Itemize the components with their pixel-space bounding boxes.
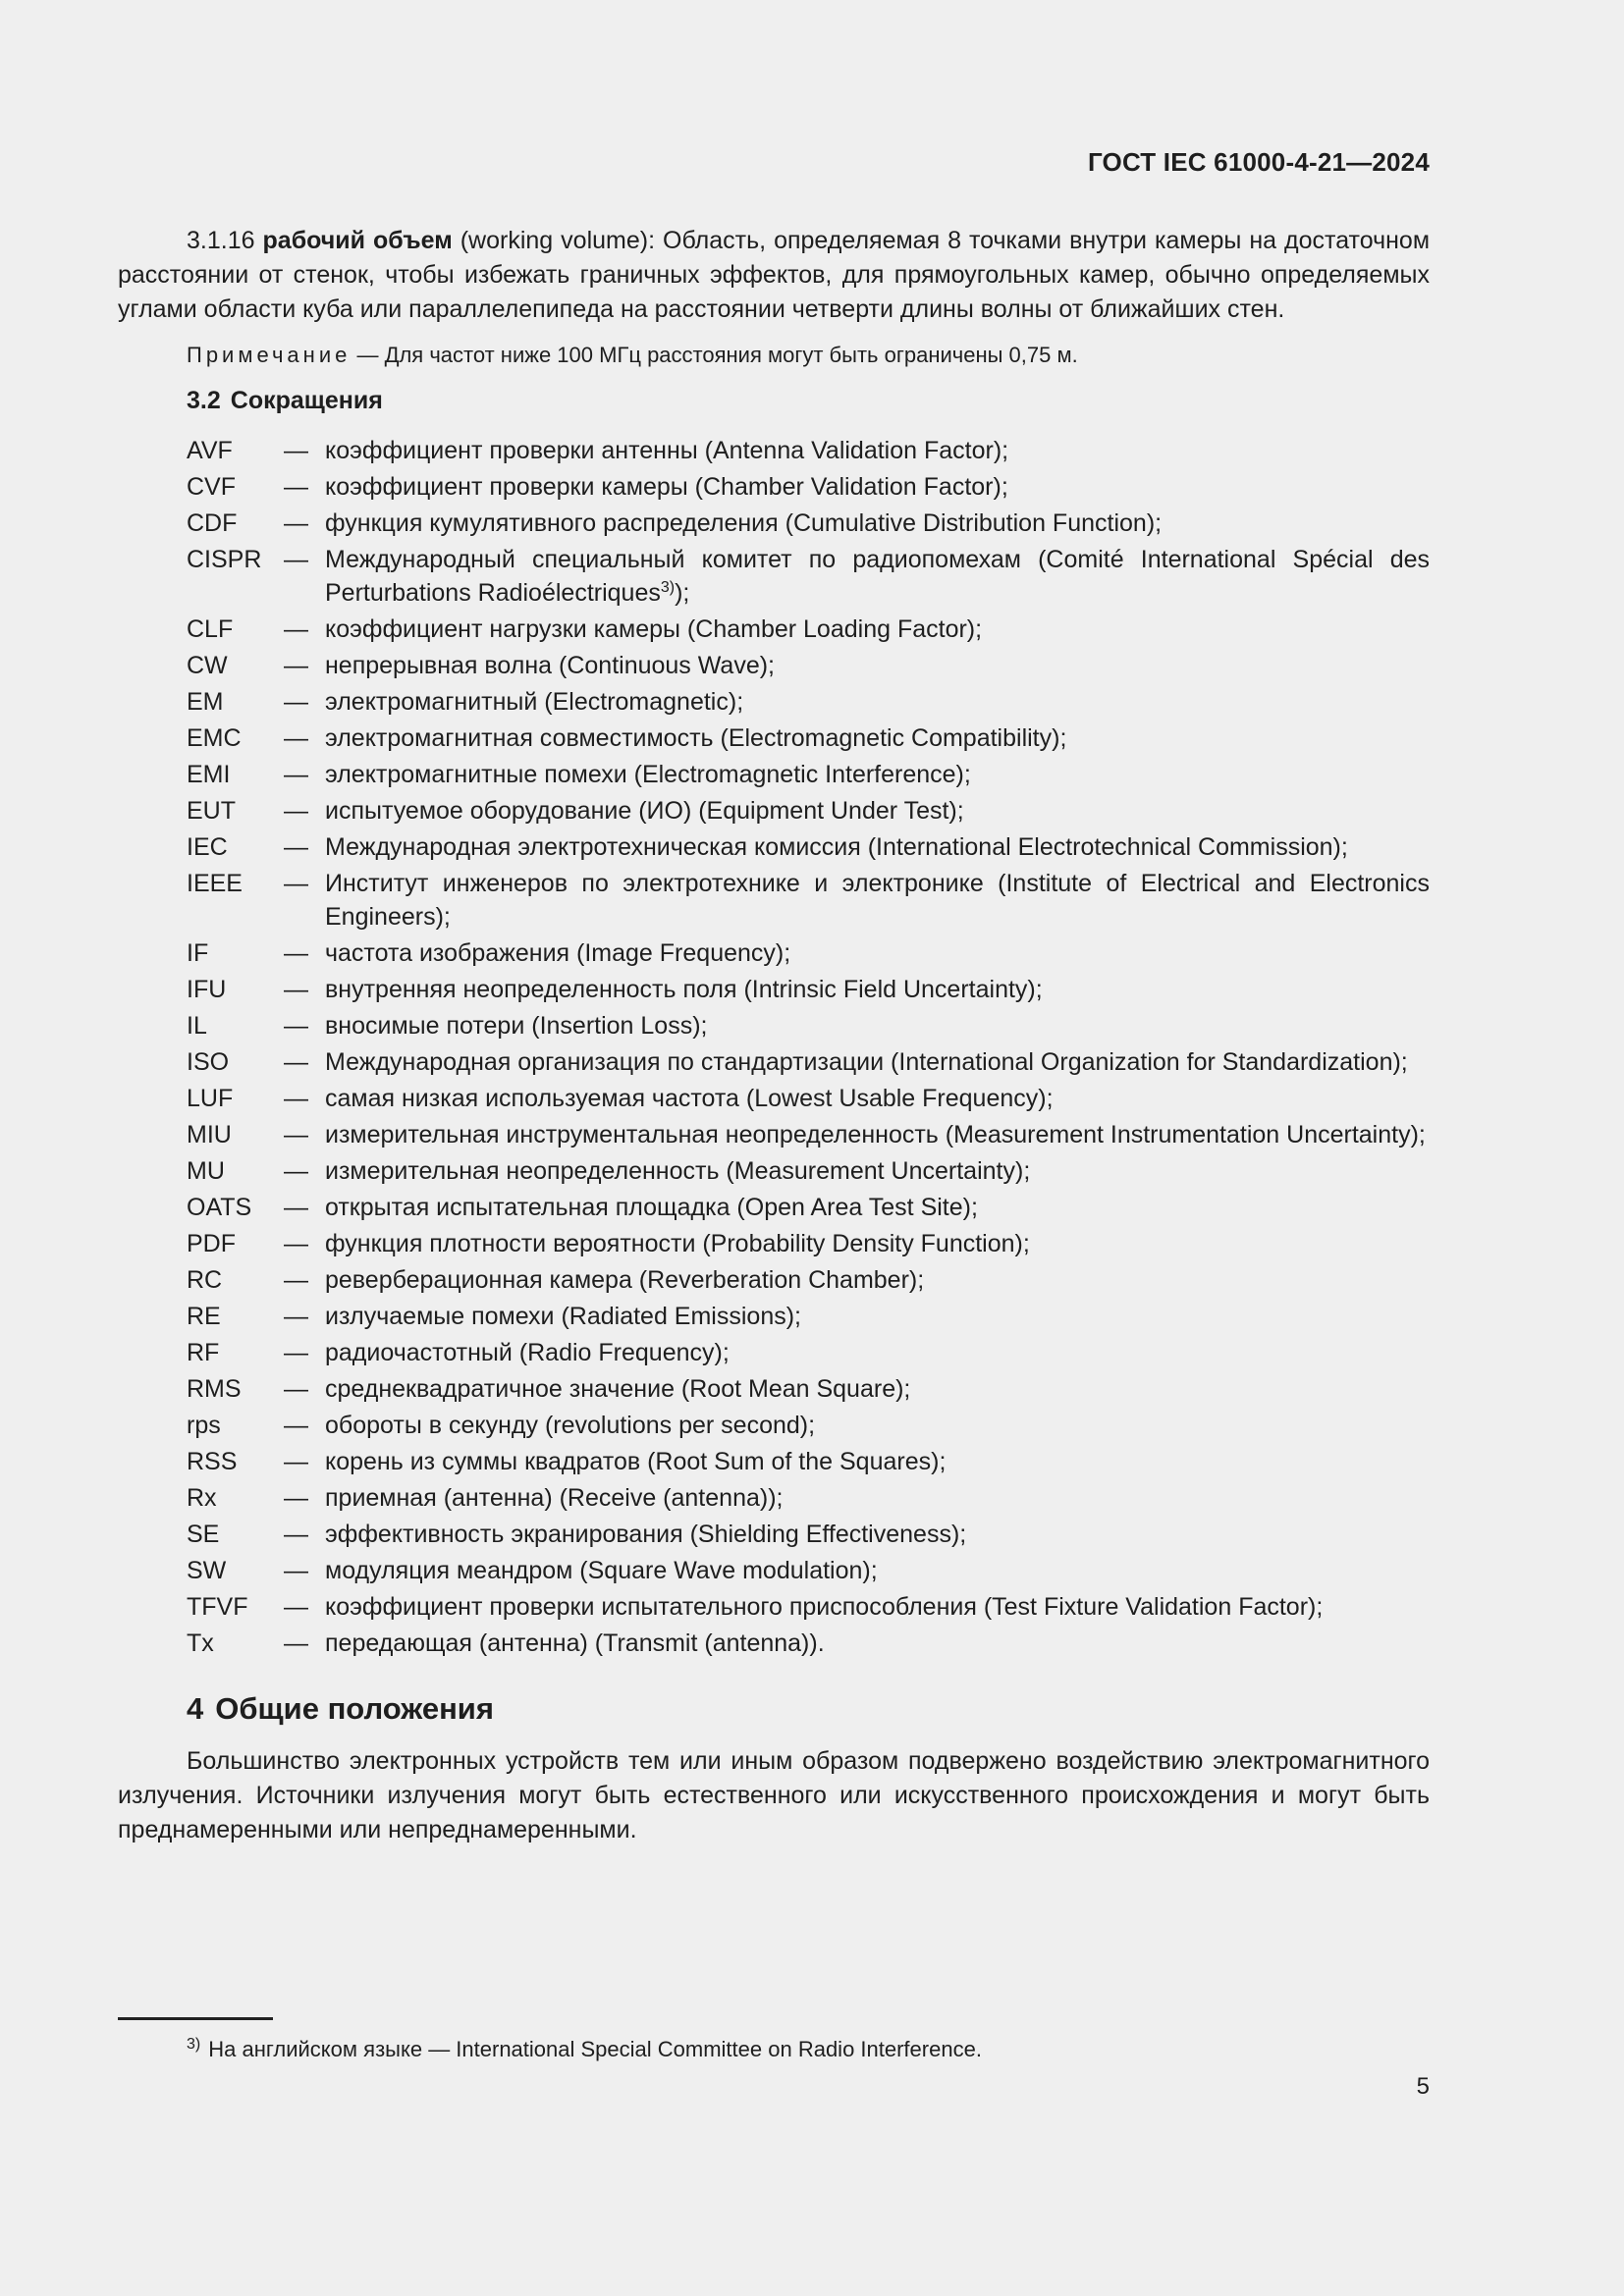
abbreviation-dash: — (284, 761, 308, 788)
abbreviation-definition (325, 470, 1430, 504)
abbreviation-definition-text: Институт инженеров по электротехнике и электронике (Institute of Electrical and Electronics Engineers); (325, 870, 1430, 931)
abbreviation-definition-text: непрерывная волна (Continuous Wave); (325, 652, 775, 679)
abbreviation-row (187, 1627, 1430, 1660)
abbreviation-definition (325, 1263, 1430, 1297)
abbreviation-dash: — (284, 473, 308, 501)
abbreviation-row (187, 758, 1430, 791)
abbreviation-definition-text: коэффициент нагрузки камеры (Chamber Loading Factor); (325, 615, 983, 643)
abbreviation-term: OATS (187, 1194, 252, 1221)
abbreviation-term: SE (187, 1521, 220, 1548)
abbreviation-dash: — (284, 1629, 308, 1657)
abbreviation-definition (325, 1409, 1430, 1442)
abbreviation-dash: — (284, 1194, 308, 1221)
abbreviation-row (187, 1518, 1430, 1551)
abbreviation-term: CDF (187, 509, 238, 537)
abbreviation-definition-text: вносимые потери (Insertion Loss); (325, 1012, 708, 1040)
definition-paragraph (118, 224, 1430, 327)
section-heading (187, 1689, 1430, 1729)
abbreviation-definition-text: Международная организация по стандартизации (International Organization for Standardization); (325, 1048, 1408, 1076)
abbreviation-term: RF (187, 1339, 220, 1366)
note-prefix: Примечание (187, 343, 352, 367)
abbreviation-definition (325, 973, 1430, 1006)
abbreviation-term: RE (187, 1303, 221, 1330)
abbreviation-row (187, 1300, 1430, 1333)
abbreviation-definition-text: среднеквадратичное значение (Root Mean Square); (325, 1375, 911, 1403)
abbreviation-term: RSS (187, 1448, 238, 1475)
abbreviation-dash: — (284, 1448, 308, 1475)
abbreviation-term: EM (187, 688, 224, 716)
abbreviation-row (187, 1154, 1430, 1188)
abbreviation-dash: — (284, 939, 308, 967)
abbreviation-dash: — (284, 1012, 308, 1040)
abbreviation-term: EMC (187, 724, 242, 752)
abbreviation-term: rps (187, 1412, 221, 1439)
abbreviation-dash: — (284, 1230, 308, 1257)
abbreviation-definition (325, 434, 1430, 467)
abbreviation-row (187, 1227, 1430, 1260)
abbreviation-definition-text: частота изображения (Image Frequency); (325, 939, 791, 967)
abbreviation-dash: — (284, 1521, 308, 1548)
abbreviation-definition (325, 1554, 1430, 1587)
abbreviation-definition (325, 1590, 1430, 1624)
abbreviation-row (187, 434, 1430, 467)
abbreviation-dash: — (284, 437, 308, 464)
abbreviation-row (187, 543, 1430, 610)
abbreviation-term: CLF (187, 615, 234, 643)
abbreviation-definition-text: излучаемые помехи (Radiated Emissions); (325, 1303, 801, 1330)
abbreviation-term: RC (187, 1266, 223, 1294)
page-content (118, 224, 1430, 1847)
abbreviation-term: IFU (187, 976, 227, 1003)
abbreviation-row (187, 1409, 1430, 1442)
abbreviation-dash: — (284, 1484, 308, 1512)
note (187, 341, 1430, 370)
abbreviation-row (187, 507, 1430, 540)
abbreviation-row (187, 613, 1430, 646)
abbreviation-row (187, 1554, 1430, 1587)
abbreviation-definition-text: электромагнитные помехи (Electromagnetic Interference); (325, 761, 971, 788)
abbreviation-definition-text: электромагнитная совместимость (Electromagnetic Compatibility); (325, 724, 1067, 752)
footnote-rule (118, 2017, 273, 2020)
abbreviation-term: RMS (187, 1375, 242, 1403)
section-paragraph: Большинство электронных устройств тем или иным образом подвержено воздействию электромагнитного излучения. Источники излучения могут быть естественного или искусственного происхождения и могут быть преднамеренными или непреднамеренными. (118, 1747, 1430, 1843)
abbreviation-row (187, 1082, 1430, 1115)
footnote (187, 2030, 982, 2064)
abbreviation-row (187, 649, 1430, 682)
abbreviation-row (187, 1481, 1430, 1515)
abbreviation-dash: — (284, 833, 308, 861)
abbreviation-row (187, 1336, 1430, 1369)
abbreviation-row (187, 936, 1430, 970)
abbreviation-definition-text: корень из суммы квадратов (Root Sum of the Squares); (325, 1448, 947, 1475)
abbreviation-dash: — (284, 546, 308, 573)
abbreviation-definition (325, 936, 1430, 970)
abbreviation-row (187, 1263, 1430, 1297)
abbreviation-definition (325, 543, 1430, 610)
abbreviation-definition (325, 1300, 1430, 1333)
abbreviation-definition (325, 867, 1430, 934)
abbreviation-term: MIU (187, 1121, 232, 1148)
abbreviation-definition (325, 1518, 1430, 1551)
abbreviation-term: LUF (187, 1085, 234, 1112)
abbreviation-term: SW (187, 1557, 227, 1584)
abbreviation-row (187, 973, 1430, 1006)
abbreviation-dash: — (284, 1157, 308, 1185)
abbreviation-dash: — (284, 1085, 308, 1112)
abbreviation-term: AVF (187, 437, 233, 464)
abbreviation-row (187, 721, 1430, 755)
abbreviation-definition-text: обороты в секунду (revolutions per second); (325, 1412, 816, 1439)
abbreviation-dash: — (284, 652, 308, 679)
abbreviation-dash: — (284, 1557, 308, 1584)
abbreviation-row (187, 1045, 1430, 1079)
abbreviation-row (187, 794, 1430, 828)
abbreviation-definition (325, 1336, 1430, 1369)
abbreviation-definition (325, 1372, 1430, 1406)
abbreviation-definition-text: модуляция меандром (Square Wave modulation); (325, 1557, 878, 1584)
section-title: Общие положения (215, 1691, 494, 1726)
abbreviation-definition-text: эффективность экранирования (Shielding Effectiveness); (325, 1521, 967, 1548)
abbreviation-definition-text: коэффициент проверки камеры (Chamber Validation Factor); (325, 473, 1008, 501)
abbreviations-list (187, 434, 1430, 1660)
definition-term: рабочий объем (262, 227, 453, 254)
abbreviation-term: IEC (187, 833, 228, 861)
abbreviation-row (187, 685, 1430, 719)
abbreviation-definition (325, 507, 1430, 540)
abbreviation-row (187, 1445, 1430, 1478)
abbreviation-term: IEEE (187, 870, 243, 897)
abbreviation-definition-text: измерительная инструментальная неопределенность (Measurement Instrumentation Uncertainty); (325, 1121, 1426, 1148)
abbreviation-definition-text: коэффициент проверки антенны (Antenna Validation Factor); (325, 437, 1009, 464)
abbreviation-definition (325, 685, 1430, 719)
abbreviation-definition (325, 1154, 1430, 1188)
document-code: ГОСТ IEC 61000-4-21—2024 (1087, 147, 1430, 177)
abbreviation-term: IL (187, 1012, 207, 1040)
abbreviation-dash: — (284, 688, 308, 716)
abbreviation-dash: — (284, 1375, 308, 1403)
abbreviation-definition-text: внутренняя неопределенность поля (Intrinsic Field Uncertainty); (325, 976, 1043, 1003)
abbreviation-term: Tx (187, 1629, 214, 1657)
abbreviation-definition (325, 1481, 1430, 1515)
abbreviation-definition (325, 1118, 1430, 1151)
abbreviation-dash: — (284, 615, 308, 643)
abbreviation-definition-text: приемная (антенна) (Receive (antenna)); (325, 1484, 784, 1512)
abbreviation-dash: — (284, 1048, 308, 1076)
abbreviation-definition (325, 1009, 1430, 1042)
abbreviation-term: CISPR (187, 546, 262, 573)
abbreviation-definition (325, 1227, 1430, 1260)
abbreviation-definition-text: радиочастотный (Radio Frequency); (325, 1339, 730, 1366)
abbreviation-definition (325, 794, 1430, 828)
footnote-reference: 3) (660, 579, 676, 596)
abbreviation-row (187, 867, 1430, 934)
abbreviation-row (187, 1118, 1430, 1151)
section-number: 4 (187, 1691, 204, 1726)
abbreviation-definition-text: коэффициент проверки испытательного приспособления (Test Fixture Validation Factor); (325, 1593, 1324, 1621)
abbreviation-definition-text: электромагнитный (Electromagnetic); (325, 688, 744, 716)
abbreviation-definition-text: открытая испытательная площадка (Open Area Test Site); (325, 1194, 978, 1221)
abbreviation-definition (325, 1627, 1430, 1660)
abbreviation-definition-text: функция плотности вероятности (Probability Density Function); (325, 1230, 1030, 1257)
abbreviation-definition (325, 613, 1430, 646)
definition-number: 3.1.16 (187, 227, 255, 254)
abbreviation-term: CVF (187, 473, 236, 501)
abbreviation-row (187, 830, 1430, 864)
note-text: — Для частот ниже 100 МГц расстояния могут быть ограничены 0,75 м. (351, 343, 1078, 367)
abbreviation-dash: — (284, 1593, 308, 1621)
abbreviation-dash: — (284, 1266, 308, 1294)
abbreviation-definition-text: измерительная неопределенность (Measurement Uncertainty); (325, 1157, 1031, 1185)
abbreviation-definition (325, 830, 1430, 864)
page-number: 5 (1416, 2073, 1430, 2100)
abbreviation-term: Rx (187, 1484, 217, 1512)
abbreviation-dash: — (284, 1339, 308, 1366)
abbreviation-term: CW (187, 652, 228, 679)
abbreviation-definition-text: испытуемое оборудование (ИО) (Equipment Under Test); (325, 797, 964, 825)
abbreviation-term: PDF (187, 1230, 236, 1257)
abbreviations-number: 3.2 (187, 387, 221, 414)
abbreviation-definition-text: реверберационная камера (Reverberation Chamber); (325, 1266, 925, 1294)
abbreviation-row (187, 1590, 1430, 1624)
abbreviation-term: ISO (187, 1048, 230, 1076)
abbreviation-definition (325, 1445, 1430, 1478)
abbreviation-definition (325, 1191, 1430, 1224)
abbreviation-dash: — (284, 870, 308, 897)
abbreviation-definition-text: Международный специальный комитет по радиопомехам (Comité International Spécial des Perturbations Radioélectriques (325, 546, 1430, 607)
abbreviation-dash: — (284, 509, 308, 537)
abbreviation-dash: — (284, 1121, 308, 1148)
abbreviation-term: TFVF (187, 1593, 248, 1621)
abbreviation-dash: — (284, 797, 308, 825)
definition-text: (working volume): Область, определяемая 8 точками внутри камеры на достаточном расстоянии от стенок, чтобы избежать граничных эффектов, для прямоугольных камер, обычно определяемых углами области куба или параллелепипеда на расстоянии четверти длины волны от ближайших стен. (118, 227, 1431, 323)
abbreviation-term: EUT (187, 797, 236, 825)
abbreviation-definition-tail: ); (675, 579, 690, 607)
footnote-mark: 3) (187, 2036, 201, 2053)
abbreviation-definition (325, 649, 1430, 682)
abbreviation-definition-text: функция кумулятивного распределения (Cumulative Distribution Function); (325, 509, 1163, 537)
abbreviation-definition-text: передающая (антенна) (Transmit (antenna)). (325, 1629, 825, 1657)
abbreviation-row (187, 1191, 1430, 1224)
abbreviation-definition-text: Международная электротехническая комиссия (International Electrotechnical Commission); (325, 833, 1348, 861)
abbreviation-term: MU (187, 1157, 225, 1185)
abbreviation-dash: — (284, 1412, 308, 1439)
abbreviations-title: Сокращения (230, 387, 383, 414)
abbreviations-heading (187, 384, 1430, 418)
abbreviation-definition (325, 1045, 1430, 1079)
abbreviation-definition (325, 758, 1430, 791)
abbreviation-row (187, 470, 1430, 504)
abbreviation-definition (325, 1082, 1430, 1115)
abbreviation-definition-text: самая низкая используемая частота (Lowest Usable Frequency); (325, 1085, 1054, 1112)
abbreviation-term: IF (187, 939, 209, 967)
footnote-text: На английском языке — International Special Committee on Radio Interference. (208, 2037, 982, 2061)
abbreviation-term: EMI (187, 761, 231, 788)
abbreviation-dash: — (284, 724, 308, 752)
abbreviation-row (187, 1009, 1430, 1042)
abbreviation-definition (325, 721, 1430, 755)
abbreviation-dash: — (284, 976, 308, 1003)
abbreviation-dash: — (284, 1303, 308, 1330)
abbreviation-row (187, 1372, 1430, 1406)
